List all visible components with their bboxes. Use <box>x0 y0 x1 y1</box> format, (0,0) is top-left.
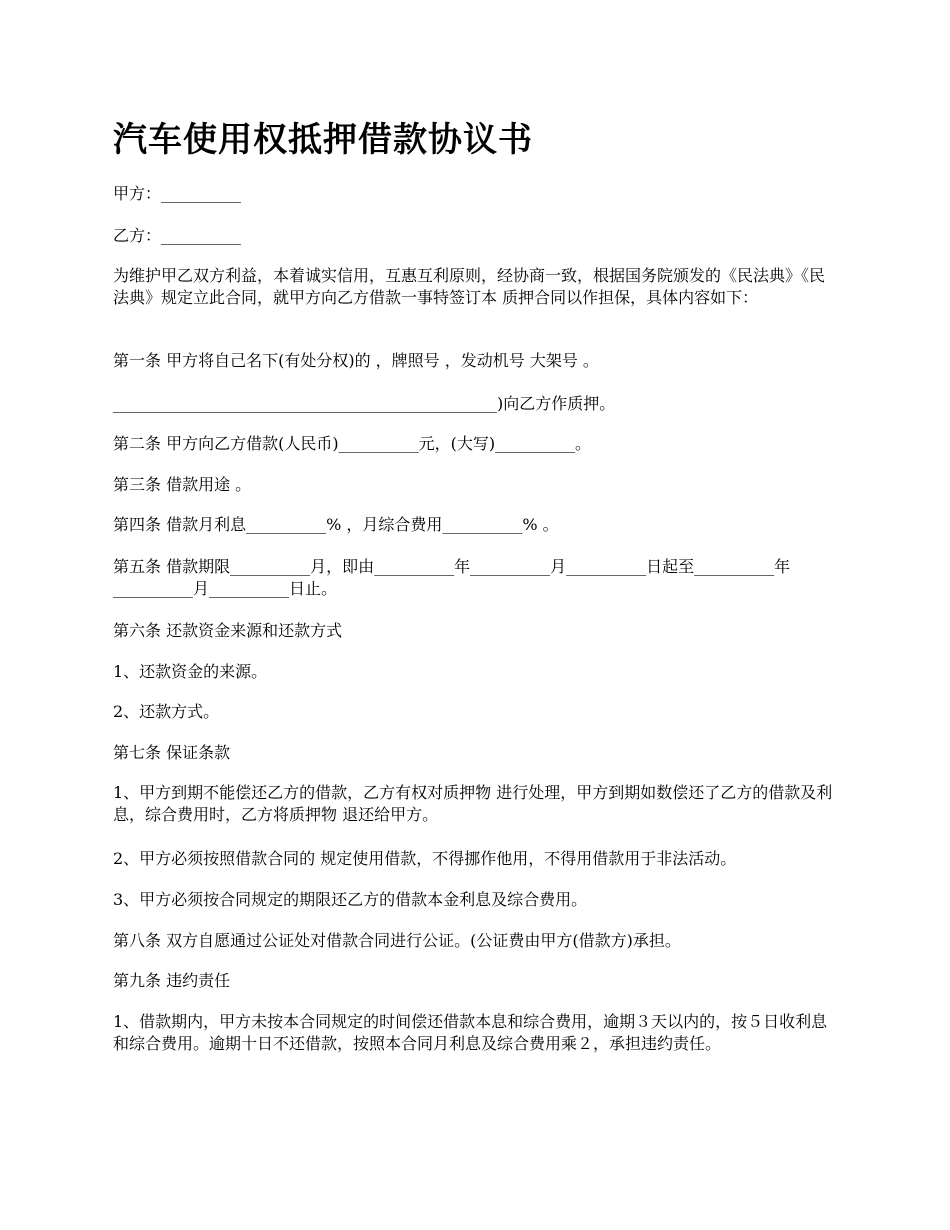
article-4: 第四条 借款月利息__________% ，月综合费用__________% 。 <box>113 515 559 534</box>
article-7-item-2: 2、甲方必须按照借款合同的 规定使用借款，不得挪作他用，不得用借款用于非法活动。 <box>113 849 737 868</box>
party-b-line: 乙方：__________ <box>113 226 242 245</box>
article-8: 第八条 双方自愿通过公证处对借款合同进行公证。(公证费由甲方(借款方)承担。 <box>113 931 681 950</box>
article-9: 第九条 违约责任 <box>113 971 231 990</box>
document-title: 汽车使用权抵押借款协议书 <box>113 120 533 160</box>
article-7: 第七条 保证条款 <box>113 743 231 762</box>
article-3: 第三条 借款用途 。 <box>113 475 252 494</box>
article-6-item-2: 2、还款方式。 <box>113 702 220 721</box>
article-2: 第二条 甲方向乙方借款(人民币)__________元，(大写)__________。 <box>113 434 592 453</box>
article-6: 第六条 还款资金来源和还款方式 <box>113 621 343 640</box>
intro-paragraph: 为维护甲乙双方利益，本着诚实信用，互惠互利原则，经协商一致，根据国务院颁发的《民法典》《民法典》规定立此合同，就甲方向乙方借款一事特签订本 质押合同以作担保，具体内容如下： <box>113 266 826 307</box>
article-1-line: ________________________________________________)向乙方作质押。 <box>113 394 616 413</box>
article-7-item-1: 1、甲方到期不能偿还乙方的借款，乙方有权对质押物 进行处理，甲方到期如数偿还了乙方的借款及利息，综合费用时，乙方将质押物 退还给甲方。 <box>113 783 833 824</box>
party-a-line: 甲方：__________ <box>113 184 242 203</box>
article-9-item-1: 1、借款期内，甲方未按本合同规定的时间偿还借款本息和综合费用，逾期３天以内的，按５日收利息和综合费用。逾期十日不还借款，按照本合同月利息及综合费用乘２，承担违约责任。 <box>113 1012 828 1053</box>
article-5: 第五条 借款期限__________月，即由__________年__________月__________日起至__________年__________月__________日止。 <box>113 557 791 598</box>
article-7-item-3: 3、甲方必须按合同规定的期限还乙方的借款本金利息及综合费用。 <box>113 890 588 909</box>
article-1: 第一条 甲方将自己名下(有处分权)的 ，牌照号 ，发动机号 大架号 。 <box>113 351 599 370</box>
article-6-item-1: 1、还款资金的来源。 <box>113 662 268 681</box>
